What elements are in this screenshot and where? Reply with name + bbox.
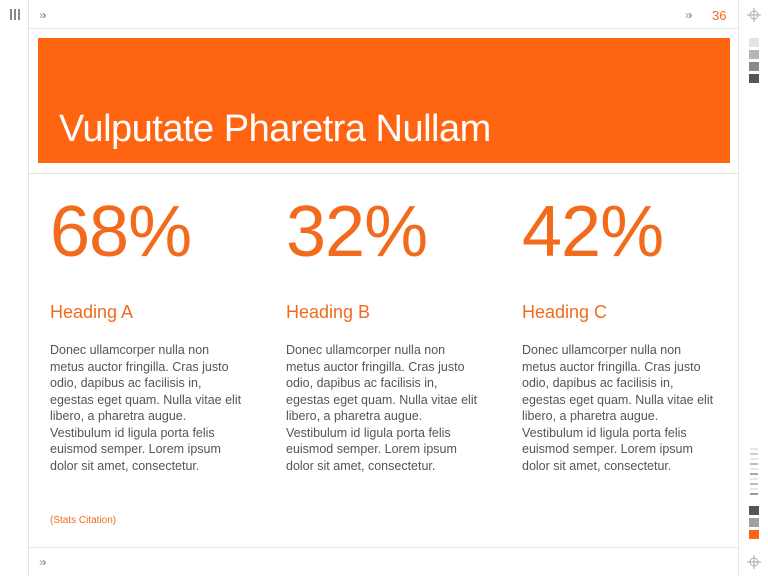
bottom-divider <box>28 547 739 548</box>
stat-value: 42% <box>522 192 664 272</box>
stat-body: Donec ullamcorper nulla non metus auctor fringilla. Cras justo odio, dapibus ac facilisis in, egestas eget quam. Nulla vitae elit libero, a pharetra augue. Vestibulum id ligula porta felis euismod semper. Lorem ipsum dolor sit amet, consectetur. <box>522 343 714 473</box>
double-chevron-right-icon[interactable]: »› <box>685 8 690 22</box>
stat-column-a <box>50 192 250 474</box>
stat-heading: Heading B <box>286 302 371 322</box>
layout-thumbnail-line <box>750 468 758 470</box>
layout-thumbnail-line <box>750 478 758 480</box>
layout-thumbnail-line <box>750 448 758 450</box>
layout-thumbnail-line <box>750 473 758 475</box>
stat-value: 68% <box>50 192 192 272</box>
left-gutter-line <box>28 0 29 576</box>
layout-thumbnail-line <box>750 463 758 465</box>
page-number: 36 <box>712 8 727 23</box>
layout-thumbnail-line <box>750 483 758 485</box>
layout-thumbnail-line <box>750 493 758 495</box>
color-swatch[interactable] <box>749 506 759 515</box>
layout-thumbnail-line <box>750 488 758 490</box>
color-swatch[interactable] <box>749 38 759 47</box>
stat-body: Donec ullamcorper nulla non metus auctor fringilla. Cras justo odio, dapibus ac facilisis in, egestas eget quam. Nulla vitae elit libero, a pharetra augue. Vestibulum id ligula porta felis euismod semper. Lorem ipsum dolor sit amet, consectetur. <box>286 343 478 473</box>
stat-heading: Heading C <box>522 302 608 322</box>
layout-thumbnail-line <box>750 458 758 460</box>
stat-column-b <box>286 192 486 474</box>
stat-body: Donec ullamcorper nulla non metus auctor fringilla. Cras justo odio, dapibus ac facilisis in, egestas eget quam. Nulla vitae elit libero, a pharetra augue. Vestibulum id ligula porta felis euismod semper. Lorem ipsum dolor sit amet, consectetur. <box>50 343 242 473</box>
slide-title: Vulputate Pharetra Nullam <box>59 108 491 150</box>
color-swatch[interactable] <box>749 74 759 83</box>
color-swatch[interactable] <box>749 50 759 59</box>
color-swatch[interactable] <box>749 62 759 71</box>
color-swatch[interactable] <box>749 518 759 527</box>
layout-thumbnail-line <box>750 453 758 455</box>
stat-heading: Heading A <box>50 302 134 322</box>
crosshair-icon[interactable] <box>747 8 761 22</box>
right-gutter-line <box>738 0 739 576</box>
stats-citation: (Stats Citation) <box>50 515 117 526</box>
crosshair-icon[interactable] <box>747 555 761 569</box>
stat-column-c <box>522 192 722 474</box>
banner-divider <box>28 173 739 174</box>
double-chevron-right-icon[interactable]: »› <box>39 8 44 22</box>
menu-lines-icon[interactable] <box>10 9 20 20</box>
double-chevron-right-icon[interactable]: »› <box>39 555 44 569</box>
stat-value: 32% <box>286 192 428 272</box>
color-swatch[interactable] <box>749 530 759 539</box>
top-divider <box>28 28 739 29</box>
